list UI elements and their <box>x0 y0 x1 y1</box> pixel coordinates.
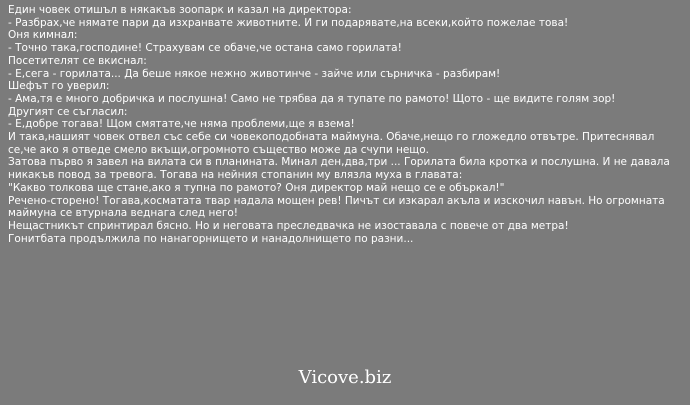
joke-line: "Какво толкова ще стане,ако я тупна по рамото? Оня директор май нещо се е объркал!" <box>8 181 505 194</box>
site-watermark: Vicove.biz <box>298 367 392 388</box>
joke-line: - Точно така,господине! Страхувам се обаче,че остана само горилата! <box>8 42 402 55</box>
joke-text-block <box>8 4 684 245</box>
joke-line: Другият се съгласил: <box>8 105 128 118</box>
joke-line: Затова първо я завел на вилата си в планината. Минал ден,два,три ... Горилата била кротка и послушна. И не давала никакъв повод за тревога. Тогава на нейния стопанин му влязла муха в главата: <box>8 156 670 182</box>
joke-line: И така,нашият човек отвел със себе си човекоподобната маймуна. Обаче,нещо го гложедло отвътре. Притеснявал се,че ако я отведе смело вкъщи,огромното същество може да счупи нещо. <box>8 131 655 156</box>
joke-line: Нещастникът спринтирал бясно. Но и неговата преследвачка не изоставала с повече от два метра! <box>8 219 569 232</box>
joke-line: Шефът го уверил: <box>8 80 110 93</box>
joke-line: - Е,сега - горилата... Да беше някое нежно животинче - зайче или сърничка - разбирам! <box>8 67 501 80</box>
joke-line: - Е,добре тогава! Щом смятате,че няма проблеми,ще я взема! <box>8 118 355 131</box>
joke-line: Оня кимнал: <box>8 29 78 42</box>
joke-line: Посетителят се вкиснал: <box>8 54 147 67</box>
joke-line: Речено-сторено! Тогава,косматата твар надала мощен рев! Пичът си изкарал акъла и изскочил навън. Но огромната маймуна се втурнала веднага след него! <box>8 194 665 220</box>
joke-line: - Ама,тя е много добричка и послушна! Само не трябва да я тупате по рамото! Щото - ще видите голям зор! <box>8 92 616 105</box>
joke-line: Един човек отишъл в някакъв зоопарк и казал на директора: <box>8 4 352 16</box>
joke-line: - Разбрах,че нямате пари да изхранвате животните. И ги подарявате,на всеки,който пожелае това! <box>8 16 569 29</box>
joke-line: Гонитбата продължила по нанагорнището и нанадолнището по разни... <box>8 232 414 245</box>
